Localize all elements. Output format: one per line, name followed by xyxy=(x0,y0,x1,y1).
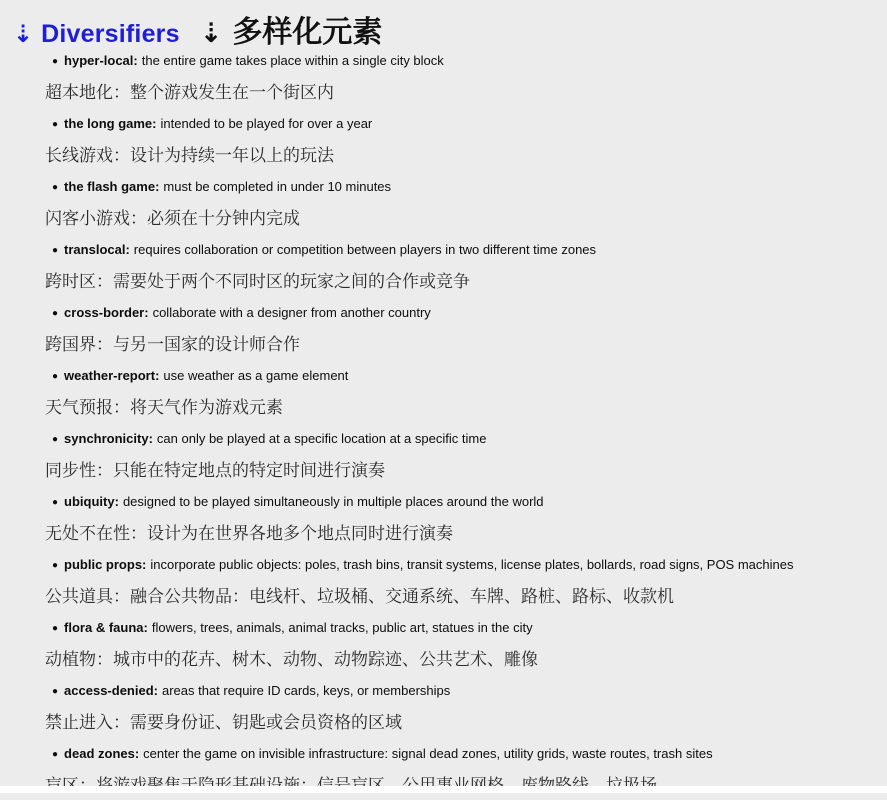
english-line xyxy=(0,177,887,198)
english-line xyxy=(0,240,887,261)
term-label: hyper-local: xyxy=(64,53,138,68)
term-description: flowers, trees, animals, animal tracks, public art, statues in the city xyxy=(151,620,533,635)
english-line xyxy=(0,492,887,513)
term-description: collaborate with a designer from another country xyxy=(152,305,431,320)
bullet-icon: ● xyxy=(52,434,59,445)
term-description: center the game on invisible infrastructure: signal dead zones, utility grids, waste routes, trash sites xyxy=(143,746,713,761)
list-item xyxy=(0,303,887,357)
english-line xyxy=(0,618,887,639)
diversifier-list xyxy=(0,51,887,798)
term-label: flora & fauna: xyxy=(64,620,148,635)
term-description: incorporate public objects: poles, trash bins, transit systems, license plates, bollards, road signs, POS machines xyxy=(150,557,794,572)
list-item xyxy=(0,492,887,546)
english-line xyxy=(0,555,887,576)
english-line xyxy=(0,744,887,765)
bullet-icon: ● xyxy=(52,56,59,67)
bullet-icon: ● xyxy=(52,308,59,319)
bottom-strip xyxy=(0,786,887,793)
list-item xyxy=(0,240,887,294)
english-line xyxy=(0,681,887,702)
list-item xyxy=(0,366,887,420)
list-item xyxy=(0,429,887,483)
english-line xyxy=(0,366,887,387)
english-line xyxy=(0,51,887,72)
list-item xyxy=(0,555,887,609)
bullet-icon: ● xyxy=(52,182,59,193)
term-label: public props: xyxy=(64,557,147,572)
term-description: requires collaboration or competition between players in two different time zones xyxy=(133,242,597,257)
collapse-arrow-zh-icon[interactable]: ⇣ xyxy=(199,18,223,48)
title-chinese: 多样化元素 xyxy=(232,16,383,49)
title-english: Diversifiers xyxy=(41,20,180,48)
term-label: access-denied: xyxy=(64,683,158,698)
term-label: the flash game: xyxy=(64,179,160,194)
chinese-line: 天气预报：将天气作为游戏元素 xyxy=(45,398,283,417)
list-item xyxy=(0,114,887,168)
chinese-line: 公共道具：融合公共物品：电线杆、垃圾桶、交通系统、车牌、路桩、路标、收款机 xyxy=(45,587,674,606)
bullet-icon: ● xyxy=(52,119,59,130)
chinese-line: 无处不在性：设计为在世界各地多个地点同时进行演奏 xyxy=(45,524,453,543)
english-line xyxy=(0,303,887,324)
bullet-icon: ● xyxy=(52,560,59,571)
chinese-line: 跨时区：需要处于两个不同时区的玩家之间的合作或竞争 xyxy=(45,272,470,291)
term-description: intended to be played for over a year xyxy=(160,116,373,131)
term-description: must be completed in under 10 minutes xyxy=(163,179,392,194)
term-label: cross-border: xyxy=(64,305,149,320)
chinese-line: 动植物：城市中的花卉、树木、动物、动物踪迹、公共艺术、雕像 xyxy=(45,650,538,669)
collapse-arrow-icon[interactable]: ⇣ xyxy=(13,21,34,48)
term-label: dead zones: xyxy=(64,746,140,761)
term-label: translocal: xyxy=(64,242,130,257)
list-item xyxy=(0,618,887,672)
term-label: weather-report: xyxy=(64,368,160,383)
chinese-line: 同步性：只能在特定地点的特定时间进行演奏 xyxy=(45,461,385,480)
bullet-icon: ● xyxy=(52,371,59,382)
bullet-icon: ● xyxy=(52,623,59,634)
list-item xyxy=(0,177,887,231)
chinese-line: 跨国界：与另一国家的设计师合作 xyxy=(45,335,300,354)
term-description: the entire game takes place within a single city block xyxy=(141,53,444,68)
bullet-icon: ● xyxy=(52,749,59,760)
list-item xyxy=(0,681,887,735)
page-title xyxy=(0,0,887,49)
bullet-icon: ● xyxy=(52,686,59,697)
term-label: the long game: xyxy=(64,116,157,131)
term-label: synchronicity: xyxy=(64,431,153,446)
term-description: areas that require ID cards, keys, or memberships xyxy=(161,683,451,698)
bullet-icon: ● xyxy=(52,245,59,256)
chinese-line: 禁止进入：需要身份证、钥匙或会员资格的区域 xyxy=(45,713,402,732)
chinese-line: 闪客小游戏：必须在十分钟内完成 xyxy=(45,209,300,228)
term-description: use weather as a game element xyxy=(163,368,349,383)
term-label: ubiquity: xyxy=(64,494,119,509)
chinese-line: 超本地化：整个游戏发生在一个街区内 xyxy=(45,83,334,102)
english-line xyxy=(0,429,887,450)
english-line xyxy=(0,114,887,135)
term-description: can only be played at a specific location at a specific time xyxy=(156,431,487,446)
list-item xyxy=(0,51,887,105)
chinese-line: 长线游戏：设计为持续一年以上的玩法 xyxy=(45,146,334,165)
term-description: designed to be played simultaneously in multiple places around the world xyxy=(122,494,544,509)
bullet-icon: ● xyxy=(52,497,59,508)
